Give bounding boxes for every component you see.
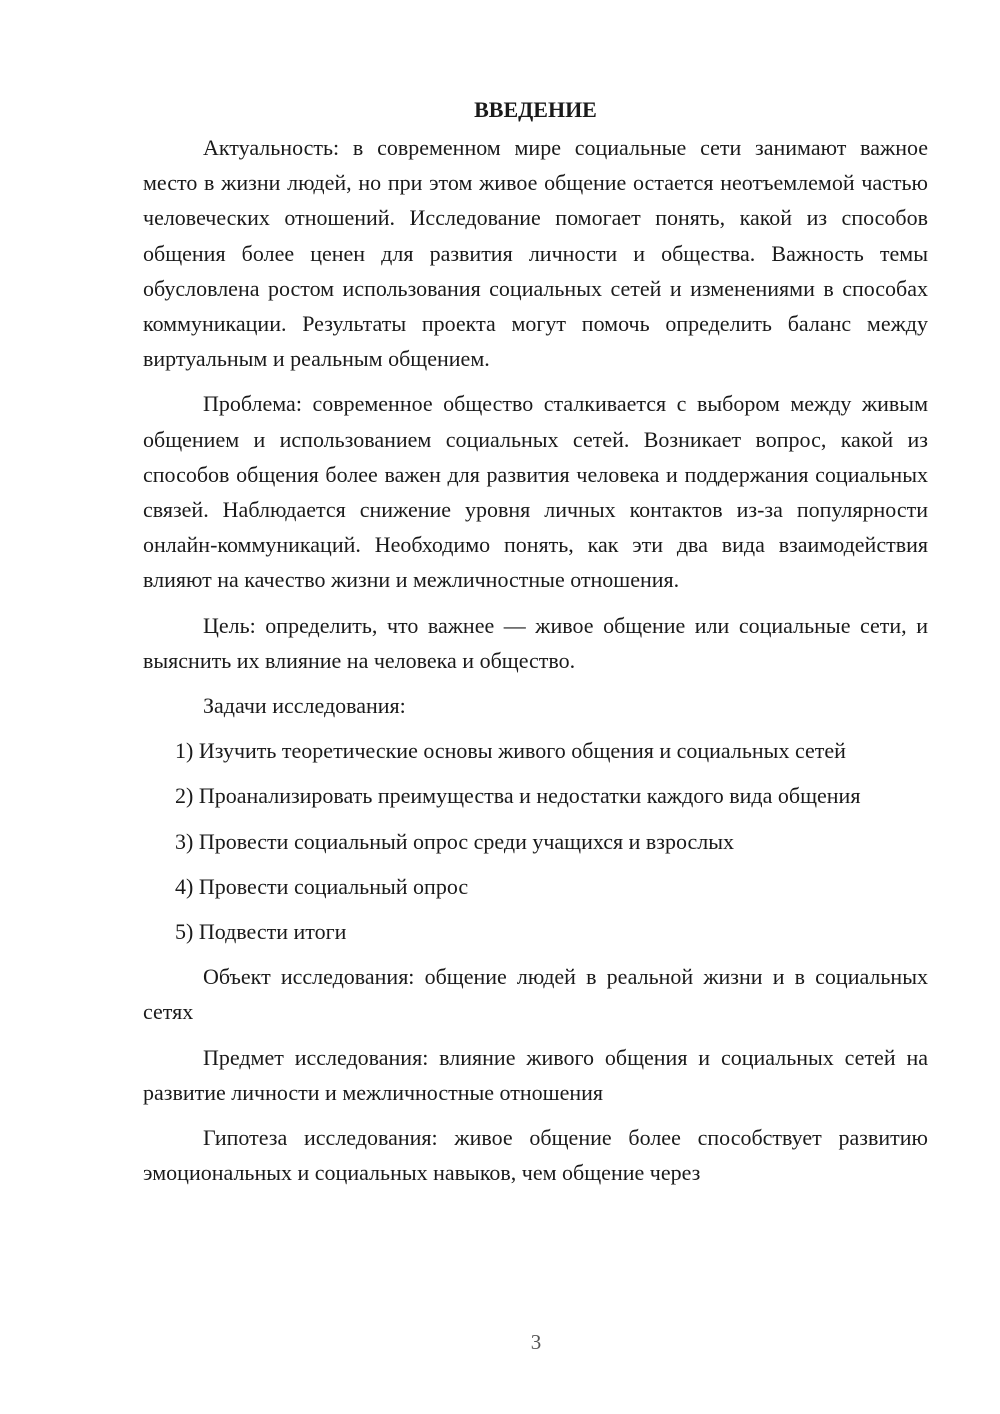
task-item: 4) Провести социальный опрос (175, 873, 469, 899)
document-page (143, 92, 928, 1200)
relevance-paragraph: Актуальность: в современном мире социальные сети занимают важное место в жизни людей, но при этом живое общение остается неотъемлемой частью человеческих отношений. Исследование помогает понять, какой из способов общения более ценен для развития личности и общества. Важность темы обусловлена ростом использования социальных сетей и изменениями в способах коммуникации. Результаты проекта могут помочь определить баланс между виртуальным и реальным общением. (143, 135, 928, 372)
problem-paragraph: Проблема: современное общество сталкивается с выбором между живым общением и использованием социальных сетей. Возникает вопрос, какой из способов общения более важен для развития человека и поддержания социальных связей. Наблюдается снижение уровня личных контактов из-за популярности онлайн-коммуникаций. Необходимо понять, как эти два вида взаимодействия влияют на качество жизни и межличностные отношения. (143, 391, 928, 593)
object-paragraph: Объект исследования: общение людей в реальной жизни и в социальных сетях (143, 964, 928, 1025)
task-item: 2) Проанализировать преимущества и недостатки каждого вида общения (175, 783, 861, 809)
page-number: 3 (530, 1330, 542, 1354)
task-item: 5) Подвести итоги (175, 919, 347, 945)
goal-paragraph: Цель: определить, что важнее — живое общение или социальные сети, и выяснить их влияние на человека и общество. (143, 612, 928, 673)
tasks-heading: Задачи исследования: (203, 693, 406, 719)
hypothesis-paragraph: Гипотеза исследования: живое общение более способствует развитию эмоциональных и социальных навыков, чем общение через (143, 1125, 928, 1186)
subject-paragraph: Предмет исследования: влияние живого общения и социальных сетей на развитие личности и межличностные отношения (143, 1044, 928, 1105)
task-item: 1) Изучить теоретические основы живого общения и социальных сетей (175, 738, 846, 764)
task-item: 3) Провести социальный опрос среди учащихся и взрослых (175, 828, 735, 854)
section-title: ВВЕДЕНИЕ (474, 97, 597, 122)
